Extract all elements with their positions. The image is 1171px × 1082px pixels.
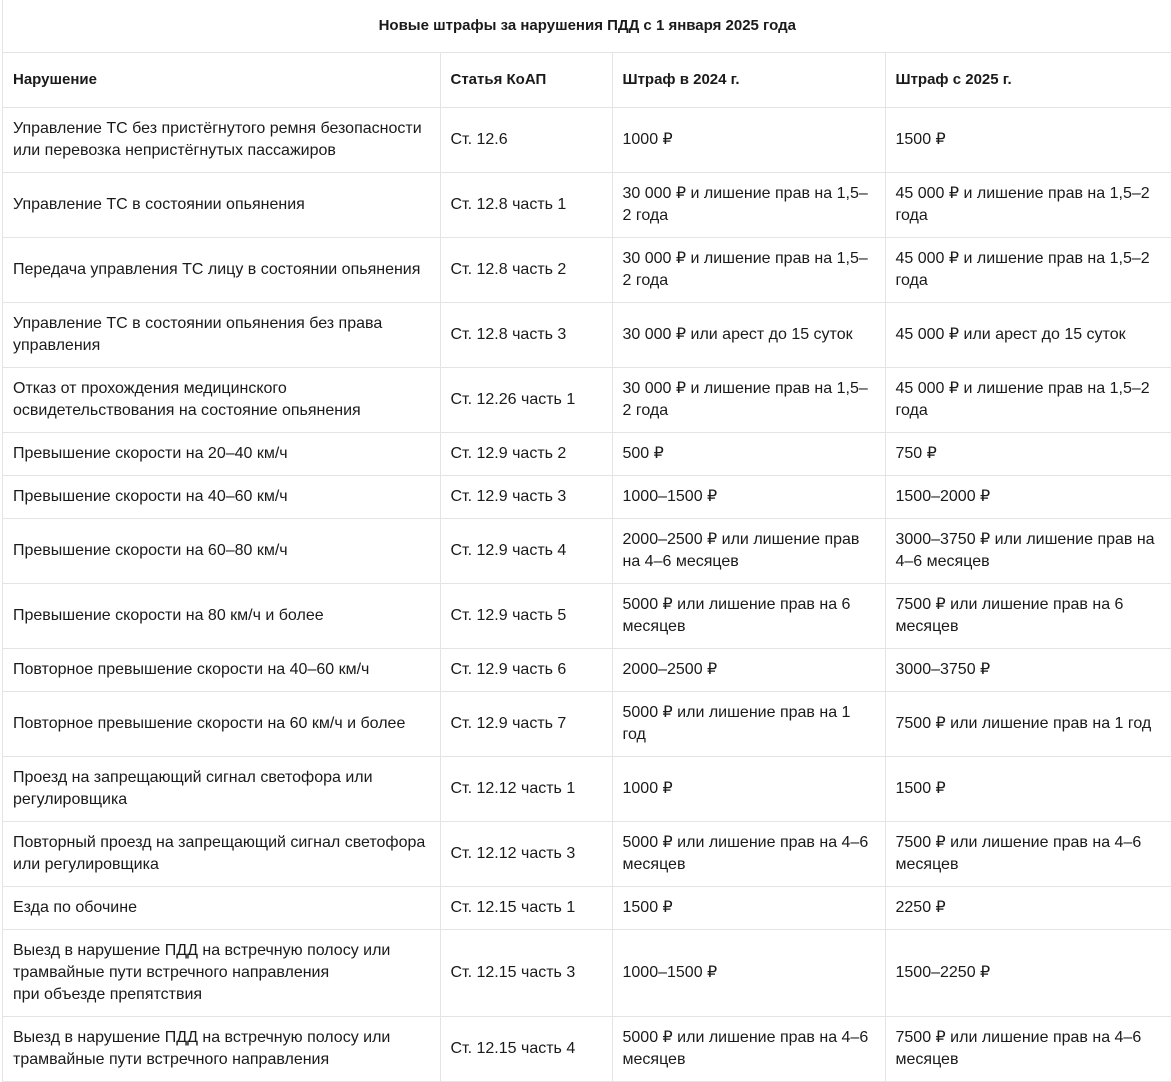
cell-fine-2024: 5000 ₽ или лишение прав на 1 год [612, 692, 885, 757]
cell-article: Ст. 12.12 часть 1 [440, 757, 612, 822]
column-header-article: Статья КоАП [440, 53, 612, 108]
cell-fine-2024: 1000–1500 ₽ [612, 930, 885, 1017]
cell-violation: Проезд на запрещающий сигнал светофора или регулировщика [3, 757, 440, 822]
cell-violation: Превышение скорости на 80 км/ч и более [3, 584, 440, 649]
table-row [3, 584, 1171, 649]
table-row [3, 757, 1171, 822]
cell-fine-2024: 5000 ₽ или лишение прав на 4–6 месяцев [612, 822, 885, 887]
table-row [3, 476, 1171, 519]
cell-fine-2024: 30 000 ₽ и лишение прав на 1,5–2 года [612, 173, 885, 238]
cell-article: Ст. 12.9 часть 5 [440, 584, 612, 649]
column-header-fine-2025: Штраф с 2025 г. [885, 53, 1171, 108]
cell-article: Ст. 12.26 часть 1 [440, 368, 612, 433]
table-row [3, 108, 1171, 173]
table-row [3, 303, 1171, 368]
cell-violation: Превышение скорости на 20–40 км/ч [3, 433, 440, 476]
cell-violation: Превышение скорости на 40–60 км/ч [3, 476, 440, 519]
cell-violation: Повторное превышение скорости на 60 км/ч и более [3, 692, 440, 757]
table-row [3, 1017, 1171, 1082]
table-row [3, 173, 1171, 238]
cell-fine-2025: 7500 ₽ или лишение прав на 4–6 месяцев [885, 1017, 1171, 1082]
cell-fine-2024: 5000 ₽ или лишение прав на 6 месяцев [612, 584, 885, 649]
cell-fine-2024: 1000–1500 ₽ [612, 476, 885, 519]
cell-article: Ст. 12.8 часть 1 [440, 173, 612, 238]
table-row [3, 887, 1171, 930]
cell-fine-2024: 30 000 ₽ и лишение прав на 1,5–2 года [612, 368, 885, 433]
cell-violation: Отказ от прохождения медицинского освидетельствования на состояние опьянения [3, 368, 440, 433]
cell-violation: Передача управления ТС лицу в состоянии опьянения [3, 238, 440, 303]
cell-fine-2025: 45 000 ₽ и лишение прав на 1,5–2 года [885, 173, 1171, 238]
cell-article: Ст. 12.9 часть 6 [440, 649, 612, 692]
cell-violation: Повторный проезд на запрещающий сигнал светофора или регулировщика [3, 822, 440, 887]
cell-fine-2025: 45 000 ₽ и лишение прав на 1,5–2 года [885, 368, 1171, 433]
table-header-row [3, 53, 1171, 108]
cell-article: Ст. 12.9 часть 7 [440, 692, 612, 757]
table-row [3, 433, 1171, 476]
cell-article: Ст. 12.15 часть 1 [440, 887, 612, 930]
cell-fine-2024: 1000 ₽ [612, 108, 885, 173]
table-row [3, 368, 1171, 433]
cell-fine-2024: 1500 ₽ [612, 887, 885, 930]
cell-fine-2025: 45 000 ₽ или арест до 15 суток [885, 303, 1171, 368]
cell-fine-2025: 7500 ₽ или лишение прав на 6 месяцев [885, 584, 1171, 649]
cell-violation: Выезд в нарушение ПДД на встречную полосу или трамвайные пути встречного направления при объезде препятствия [3, 930, 440, 1017]
cell-fine-2024: 30 000 ₽ и лишение прав на 1,5–2 года [612, 238, 885, 303]
table-row [3, 692, 1171, 757]
cell-fine-2024: 1000 ₽ [612, 757, 885, 822]
cell-article: Ст. 12.9 часть 4 [440, 519, 612, 584]
cell-fine-2024: 2000–2500 ₽ или лишение прав на 4–6 месяцев [612, 519, 885, 584]
cell-fine-2025: 2250 ₽ [885, 887, 1171, 930]
cell-fine-2025: 45 000 ₽ и лишение прав на 1,5–2 года [885, 238, 1171, 303]
cell-article: Ст. 12.15 часть 4 [440, 1017, 612, 1082]
cell-article: Ст. 12.8 часть 2 [440, 238, 612, 303]
column-header-violation: Нарушение [3, 53, 440, 108]
cell-violation: Превышение скорости на 60–80 км/ч [3, 519, 440, 584]
table-row [3, 519, 1171, 584]
cell-violation: Управление ТС без пристёгнутого ремня безопасности или перевозка непристёгнутых пассажиров [3, 108, 440, 173]
table-caption-row [3, 0, 1171, 53]
cell-fine-2025: 1500 ₽ [885, 108, 1171, 173]
table-title: Новые штрафы за нарушения ПДД с 1 января 2025 года [3, 0, 1171, 53]
cell-fine-2024: 5000 ₽ или лишение прав на 4–6 месяцев [612, 1017, 885, 1082]
column-header-fine-2024: Штраф в 2024 г. [612, 53, 885, 108]
fines-table-container [2, 0, 1171, 1082]
cell-fine-2025: 1500 ₽ [885, 757, 1171, 822]
cell-fine-2025: 3000–3750 ₽ или лишение прав на 4–6 месяцев [885, 519, 1171, 584]
cell-fine-2024: 2000–2500 ₽ [612, 649, 885, 692]
fines-table [3, 0, 1171, 1082]
cell-fine-2024: 500 ₽ [612, 433, 885, 476]
cell-article: Ст. 12.9 часть 2 [440, 433, 612, 476]
cell-fine-2025: 1500–2250 ₽ [885, 930, 1171, 1017]
cell-fine-2025: 7500 ₽ или лишение прав на 1 год [885, 692, 1171, 757]
cell-fine-2025: 750 ₽ [885, 433, 1171, 476]
cell-article: Ст. 12.9 часть 3 [440, 476, 612, 519]
cell-violation: Управление ТС в состоянии опьянения без права управления [3, 303, 440, 368]
table-row [3, 822, 1171, 887]
cell-article: Ст. 12.15 часть 3 [440, 930, 612, 1017]
table-row [3, 649, 1171, 692]
cell-violation: Выезд в нарушение ПДД на встречную полосу или трамвайные пути встречного направления [3, 1017, 440, 1082]
cell-fine-2025: 3000–3750 ₽ [885, 649, 1171, 692]
cell-violation: Повторное превышение скорости на 40–60 км/ч [3, 649, 440, 692]
table-row [3, 930, 1171, 1017]
cell-fine-2024: 30 000 ₽ или арест до 15 суток [612, 303, 885, 368]
cell-article: Ст. 12.6 [440, 108, 612, 173]
cell-fine-2025: 7500 ₽ или лишение прав на 4–6 месяцев [885, 822, 1171, 887]
cell-violation: Управление ТС в состоянии опьянения [3, 173, 440, 238]
cell-article: Ст. 12.12 часть 3 [440, 822, 612, 887]
table-row [3, 238, 1171, 303]
cell-article: Ст. 12.8 часть 3 [440, 303, 612, 368]
cell-violation: Езда по обочине [3, 887, 440, 930]
cell-fine-2025: 1500–2000 ₽ [885, 476, 1171, 519]
